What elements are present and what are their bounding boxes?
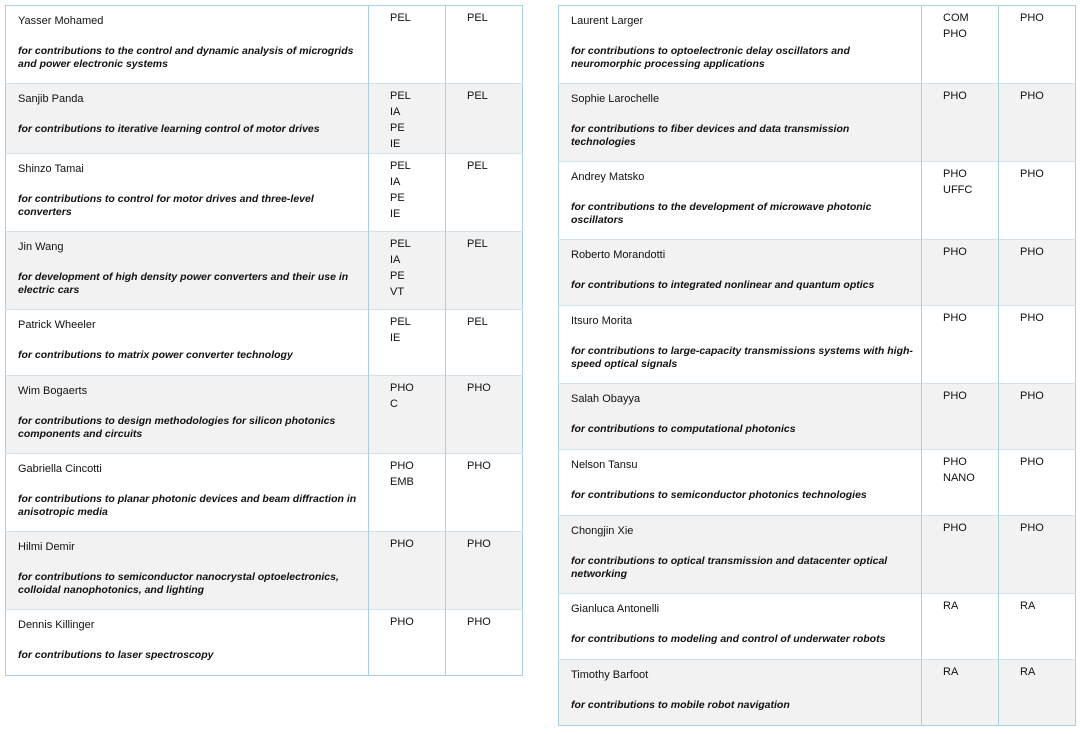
society-code: PEL xyxy=(390,160,411,172)
society-code: PHO xyxy=(943,28,967,40)
board-cell: PEL xyxy=(467,12,488,24)
board-cell: PHO xyxy=(446,376,523,454)
fellow-cell xyxy=(6,84,369,154)
society-code: IE xyxy=(390,138,401,150)
fellow-citation: for contributions to laser spectroscopy xyxy=(18,649,214,661)
board-cell: PHO xyxy=(1020,168,1044,180)
table-row xyxy=(6,454,523,532)
societies-cell xyxy=(922,660,999,726)
fellow-cell xyxy=(559,6,922,84)
society-code: PHO xyxy=(943,456,967,468)
fellow-name: Hilmi Demir xyxy=(18,541,75,553)
fellow-cell xyxy=(559,384,922,450)
fellow-name: Laurent Larger xyxy=(571,15,644,27)
fellow-cell xyxy=(6,232,369,310)
societies-cell xyxy=(369,232,446,310)
fellow-citation: for contributions to the development of microwave photonic oscillators xyxy=(571,201,872,226)
board-cell: PEL xyxy=(467,316,488,328)
societies-cell xyxy=(922,594,999,660)
societies-cell xyxy=(369,610,446,676)
table-row xyxy=(559,384,1076,450)
fellow-name: Roberto Morandotti xyxy=(571,249,666,261)
table-row xyxy=(6,154,523,232)
societies-cell xyxy=(369,376,446,454)
fellow-name: Dennis Killinger xyxy=(18,619,95,631)
fellow-citation: for contributions to computational photonics xyxy=(571,423,796,435)
table-row xyxy=(6,84,523,154)
fellow-name: Andrey Matsko xyxy=(571,171,645,183)
fellow-name: Patrick Wheeler xyxy=(18,319,96,331)
society-code: PE xyxy=(390,270,405,282)
society-code: PHO xyxy=(390,460,414,472)
board-cell: PEL xyxy=(446,232,523,310)
society-code: NANO xyxy=(943,472,975,484)
fellow-citation: for contributions to design methodologies for silicon photonics components and circuits xyxy=(18,415,336,440)
society-code: PHO xyxy=(943,168,967,180)
table-row xyxy=(6,232,523,310)
society-code: IE xyxy=(390,332,401,344)
fellow-cell xyxy=(6,154,369,232)
fellow-cell xyxy=(559,450,922,516)
fellow-citation: for development of high density power converters and their use in electric cars xyxy=(18,271,349,296)
fellow-citation: for contributions to fiber devices and data transmission technologies xyxy=(571,123,850,148)
fellow-name: Itsuro Morita xyxy=(571,315,633,327)
society-code: UFFC xyxy=(943,184,973,196)
societies-cell xyxy=(369,84,446,154)
fellow-cell xyxy=(6,610,369,676)
fellow-name: Shinzo Tamai xyxy=(18,163,84,175)
fellow-name: Timothy Barfoot xyxy=(571,669,649,681)
fellow-name: Nelson Tansu xyxy=(571,459,638,471)
fellow-citation: for contributions to planar photonic devices and beam diffraction in anisotropic media xyxy=(18,493,357,518)
society-code: PHO xyxy=(943,390,967,402)
board-cell: PHO xyxy=(999,84,1076,162)
fellow-name: Gianluca Antonelli xyxy=(571,603,660,615)
societies-cell xyxy=(369,310,446,376)
societies-cell xyxy=(922,516,999,594)
society-code: PEL xyxy=(390,316,411,328)
fellows-table-left-body xyxy=(6,6,523,676)
society-code: IA xyxy=(390,176,401,188)
societies-cell xyxy=(369,454,446,532)
fellow-name: Wim Bogaerts xyxy=(18,385,88,397)
fellow-name: Sophie Larochelle xyxy=(571,93,660,105)
fellow-name: Jin Wang xyxy=(18,241,64,253)
board-cell: PHO xyxy=(1020,312,1044,324)
fellow-citation: for contributions to optical transmission and datacenter optical networking xyxy=(571,555,888,580)
table-row xyxy=(6,610,523,676)
society-code: PHO xyxy=(943,246,967,258)
society-code: COM xyxy=(943,12,969,24)
fellow-citation: for contributions to optoelectronic delay oscillators and neuromorphic processing applications xyxy=(571,45,850,70)
fellows-table-left xyxy=(5,5,523,676)
board-cell: PHO xyxy=(446,532,523,610)
society-code: IA xyxy=(390,254,401,266)
society-code: PHO xyxy=(390,382,414,394)
table-row xyxy=(559,240,1076,306)
board-cell: PHO xyxy=(999,240,1076,306)
fellow-name: Chongjin Xie xyxy=(571,525,634,537)
society-code: PHO xyxy=(943,522,967,534)
table-row xyxy=(559,516,1076,594)
fellow-cell xyxy=(559,306,922,384)
society-code: RA xyxy=(943,666,959,678)
society-code: PEL xyxy=(390,90,411,102)
societies-cell xyxy=(922,240,999,306)
societies-cell xyxy=(922,384,999,450)
fellow-cell xyxy=(6,376,369,454)
fellow-cell xyxy=(559,240,922,306)
fellow-cell xyxy=(6,454,369,532)
societies-cell xyxy=(922,162,999,240)
board-cell: PHO xyxy=(467,460,491,472)
society-code: PE xyxy=(390,122,405,134)
fellow-cell xyxy=(559,162,922,240)
fellow-cell xyxy=(559,84,922,162)
board-cell: PHO xyxy=(1020,456,1044,468)
table-row xyxy=(6,310,523,376)
society-code: IA xyxy=(390,106,401,118)
table-row xyxy=(6,532,523,610)
fellows-table-right-body xyxy=(559,6,1076,726)
society-code: IE xyxy=(390,208,401,220)
society-code: EMB xyxy=(390,476,414,488)
fellow-cell xyxy=(559,516,922,594)
fellow-name: Salah Obayya xyxy=(571,393,641,405)
fellow-cell xyxy=(559,660,922,726)
board-cell: PEL xyxy=(467,160,488,172)
table-row xyxy=(559,6,1076,84)
fellow-citation: for contributions to semiconductor photonics technologies xyxy=(571,489,867,501)
board-cell: PHO xyxy=(467,616,491,628)
fellow-name: Gabriella Cincotti xyxy=(18,463,102,475)
board-cell: PHO xyxy=(999,516,1076,594)
society-code: PE xyxy=(390,192,405,204)
society-code: PHO xyxy=(390,538,414,550)
societies-cell xyxy=(922,306,999,384)
table-row xyxy=(559,84,1076,162)
fellow-citation: for contributions to large-capacity transmissions systems with high-speed optical signals xyxy=(571,345,913,370)
fellow-citation: for contributions to the control and dynamic analysis of microgrids and power electronic systems xyxy=(18,45,354,70)
society-code: C xyxy=(390,398,398,410)
board-cell: PEL xyxy=(446,84,523,154)
board-cell: RA xyxy=(1020,600,1036,612)
societies-cell xyxy=(922,84,999,162)
fellow-citation: for contributions to integrated nonlinear and quantum optics xyxy=(571,279,875,291)
fellow-cell xyxy=(6,6,369,84)
fellow-name: Sanjib Panda xyxy=(18,93,84,105)
society-code: PEL xyxy=(390,238,411,250)
fellow-citation: for contributions to modeling and control of underwater robots xyxy=(571,633,886,645)
fellows-table-right xyxy=(558,5,1076,726)
fellow-name: Yasser Mohamed xyxy=(18,15,104,27)
fellow-citation: for contributions to matrix power converter technology xyxy=(18,349,293,361)
table-row xyxy=(559,306,1076,384)
fellow-cell xyxy=(559,594,922,660)
societies-cell xyxy=(922,450,999,516)
fellow-citation: for contributions to semiconductor nanocrystal optoelectronics, colloidal nanophotonics, and lighting xyxy=(18,571,339,596)
fellow-citation: for contributions to iterative learning control of motor drives xyxy=(18,123,320,135)
table-row xyxy=(559,660,1076,726)
societies-cell xyxy=(369,532,446,610)
societies-cell xyxy=(922,6,999,84)
society-code: PHO xyxy=(943,90,967,102)
society-code: VT xyxy=(390,286,405,298)
society-code: RA xyxy=(943,600,959,612)
societies-cell xyxy=(369,154,446,232)
board-cell: RA xyxy=(999,660,1076,726)
fellow-cell xyxy=(6,532,369,610)
fellow-citation: for contributions to mobile robot navigation xyxy=(571,699,790,711)
societies-cell xyxy=(369,6,446,84)
table-row xyxy=(6,6,523,84)
board-cell: PHO xyxy=(999,384,1076,450)
table-row xyxy=(6,376,523,454)
society-code: PHO xyxy=(943,312,967,324)
board-cell: PHO xyxy=(1020,12,1044,24)
society-code: PHO xyxy=(390,616,414,628)
table-row xyxy=(559,450,1076,516)
fellow-citation: for contributions to control for motor drives and three-level converters xyxy=(18,193,314,218)
table-row xyxy=(559,594,1076,660)
society-code: PEL xyxy=(390,12,411,24)
table-row xyxy=(559,162,1076,240)
fellow-cell xyxy=(6,310,369,376)
